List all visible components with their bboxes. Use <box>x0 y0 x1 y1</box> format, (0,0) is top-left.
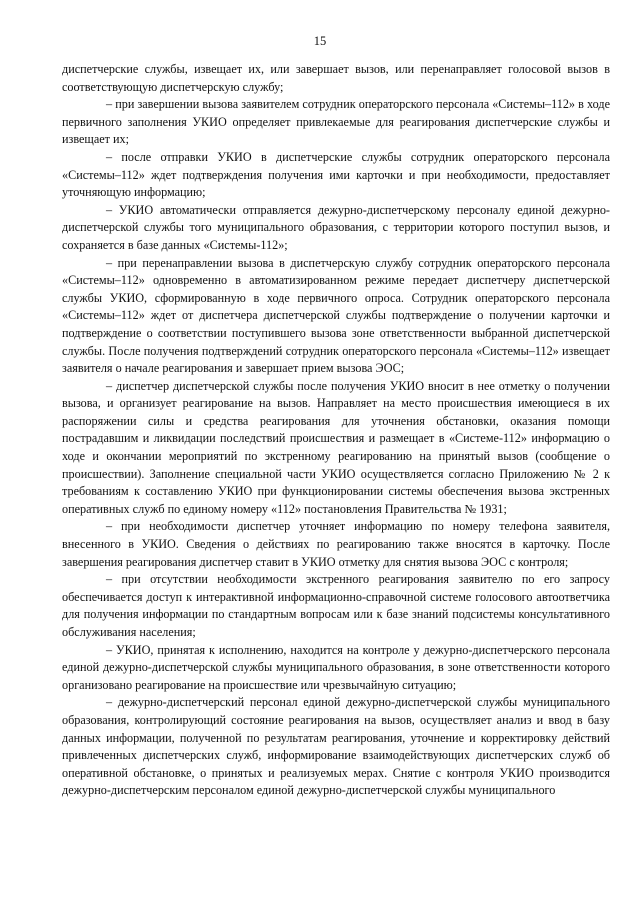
list-item: – при завершении вызова заявителем сотрудник операторского персонала «Системы–112» в ходе первичного заполнения УКИО определяет привлекаемые для реагирования диспетчерские службы и извещает их; <box>62 97 610 147</box>
list-item: – при перенаправлении вызова в диспетчерскую службу сотрудник операторского персонала «Системы–112» одновременно в автоматизированном режиме передает диспетчеру диспетчерской службы УКИО, сформированную в ходе первичного опроса. Сотрудник операторского персонала «Системы–112» ждет от диспетчера диспетчерской службы подтверждение о получении карточки и подтверждение о соответствии поступившего вызова зоне ответственности выбранной диспетчерской службы. После получения подтверждений сотрудник операторского персонала «Системы–112» извещает заявителя о начале реагирования и завершает прием вызова ЭОС; <box>62 255 610 376</box>
paragraph: диспетчерские службы, извещает их, или завершает вызов, или перенаправляет голосовой вызов в соответствующую диспетчерскую службу; <box>62 62 610 94</box>
list-item: – УКИО автоматически отправляется дежурно-диспетчерскому персоналу единой дежурно-диспетчерской службы того муниципального образования, с территории которого поступил вызов, и сохраняется в базе данных «Системы-112»; <box>62 202 610 252</box>
list-item: – при необходимости диспетчер уточняет информацию по номеру телефона заявителя, внесенного в УКИО. Сведения о действиях по реагированию также вносятся в карточку. После завершения реагирования диспетчер ставит в УКИО отметку для снятия вызова ЭОС с контроля; <box>62 519 610 569</box>
list-item: – при отсутствии необходимости экстренного реагирования заявителю по его запросу обеспечивается доступ к интерактивной информационно-справочной системе голосового автоответчика для получения информации по стандартным вопросам или к базе знаний подсистемы консультативного обслуживания населения; <box>62 572 610 639</box>
page-number: 15 <box>313 34 327 48</box>
list-item: – диспетчер диспетчерской службы после получения УКИО вносит в нее отметку о получении вызова, и организует реагирование на вызов. Направляет на место происшествия имеющиеся в их распоряжении силы и средства реагирования для уточнения обстановки, оказания помощи пострадавшим и ликвидации последствий происшествия и размещает в «Системе-112» информацию о ходе и окончании мероприятий по экстренному реагированию на принятый вызов (сообщение о происшествии). Заполнение специальной части УКИО осуществляется согласно Приложению № 2 к требованиям к составлению УКИО при функционировании системы обеспечения вызова экстренных оперативных служб по единому номеру «112» постановления Правительства № 1931; <box>62 378 610 516</box>
body-text <box>62 61 610 800</box>
list-item: – дежурно-диспетчерский персонал единой дежурно-диспетчерской службы муниципального образования, контролирующий состояние реагирования на вызов, осуществляет анализ и ввод в базу данных информации, полученной по результатам реагирования, уточнение и корректировку действий привлеченных диспетчерских служб, информирование взаимодействующих диспетчерских служб об оперативной обстановке, о принятых и реализуемых мерах. Снятие с контроля УКИО производится дежурно-диспетчерским персоналом единой дежурно-диспетчерской службы муниципального <box>62 695 610 798</box>
list-item: – УКИО, принятая к исполнению, находится на контроле у дежурно-диспетчерского персонала единой дежурно-диспетчерской службы муниципального образования, в зоне ответственности которого организовано реагирование на происшествие или чрезвычайную ситуацию; <box>62 642 610 692</box>
list-item: – после отправки УКИО в диспетчерские службы сотрудник операторского персонала «Системы–112» ждет подтверждения получения ими карточки и при необходимости, предоставляет уточняющую информацию; <box>62 149 610 200</box>
